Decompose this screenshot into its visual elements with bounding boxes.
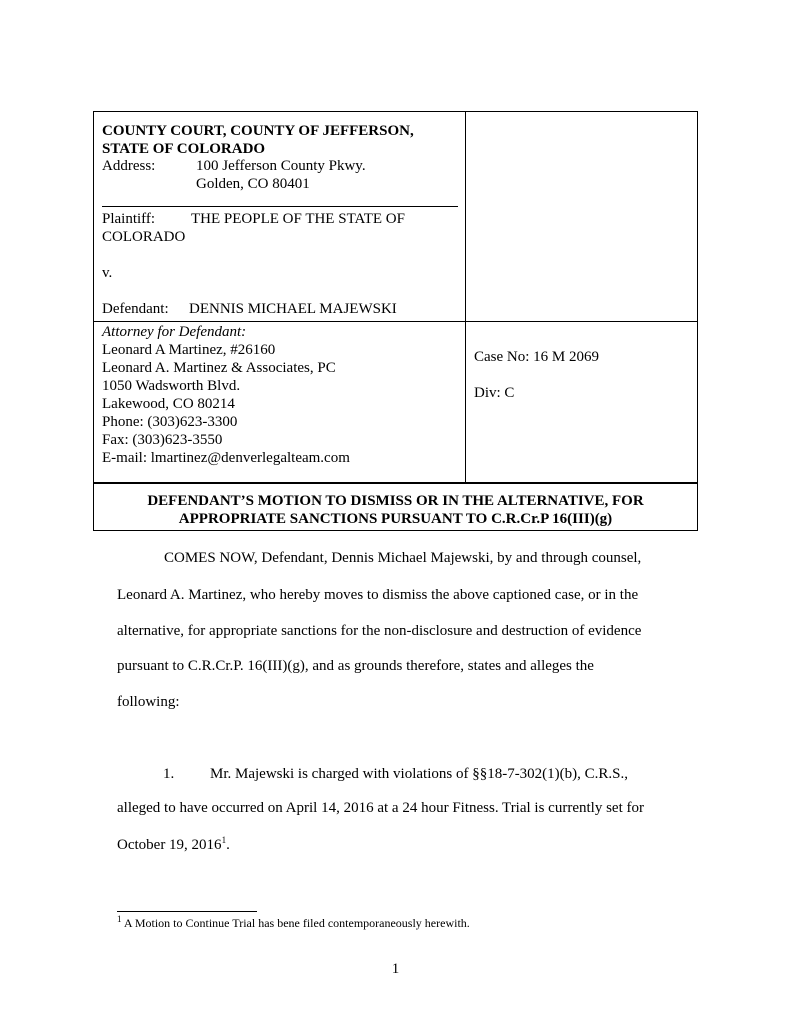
attorney-name: Leonard A Martinez, #26160 <box>102 342 276 358</box>
defendant-block <box>102 300 397 318</box>
address-line-1: 100 Jefferson County Pkwy. <box>196 158 366 174</box>
address-label: Address: <box>102 158 156 174</box>
attorney-street: 1050 Wadsworth Blvd. <box>102 378 241 394</box>
paragraph-1-line-3: October 19, 2016$^1$. <box>117 835 230 853</box>
footnote <box>117 916 470 931</box>
division: Div: C <box>474 385 515 401</box>
court-name: COUNTY COURT, COUNTY OF JEFFERSON, STATE OF COLORADO <box>102 123 414 157</box>
intro-line-1: COMES NOW, Defendant, Dennis Michael Majewski, by and through counsel, <box>164 550 642 566</box>
defendant-name: DENNIS MICHAEL MAJEWSKI <box>189 301 397 317</box>
case-caption <box>93 111 698 531</box>
attorney-city: Lakewood, CO 80214 <box>102 396 235 412</box>
plaintiff-block <box>102 210 458 246</box>
intro-line-5: following: <box>117 694 180 710</box>
plaintiff-name-1: THE PEOPLE OF THE STATE OF <box>191 211 405 227</box>
page-number: 1 <box>391 961 400 977</box>
attorney-email: E-mail: lmartinez@denverlegalteam.com <box>102 450 350 466</box>
intro-line-2: Leonard A. Martinez, who hereby moves to dismiss the above captioned case, or in the <box>117 587 639 603</box>
versus: v. <box>102 265 113 281</box>
caption-divider-2 <box>94 482 697 484</box>
caption-divider-1 <box>94 321 697 322</box>
intro-line-3: alternative, for appropriate sanctions for the non-disclosure and destruction of evidence <box>117 623 642 639</box>
attorney-firm: Leonard A. Martinez & Associates, PC <box>102 360 336 376</box>
plaintiff-label: Plaintiff: <box>102 211 156 227</box>
footnote-text: A Motion to Continue Trial has bene filed contemporaneously herewith. <box>121 916 470 930</box>
footnote-marker: 1 <box>117 914 122 924</box>
footnote-ref[interactable]: 1 <box>221 835 227 845</box>
plaintiff-name-2: COLORADO <box>102 229 186 245</box>
intro-line-4: pursuant to C.R.Cr.P. 16(III)(g), and as grounds therefore, states and alleges the <box>117 658 594 674</box>
paragraph-1-line-2: alleged to have occurred on April 14, 2016 at a 24 hour Fitness. Trial is currently set for <box>117 800 644 816</box>
attorney-block <box>102 323 350 467</box>
address-line-2: Golden, CO 80401 <box>196 176 310 192</box>
caption-vertical-divider <box>465 112 466 482</box>
attorney-phone: Phone: (303)623-3300 <box>102 414 238 430</box>
case-number: Case No: 16 M 2069 <box>474 349 599 365</box>
court-address <box>102 157 366 193</box>
paragraph-1-number: 1. <box>163 766 175 782</box>
footnote-rule <box>117 911 257 912</box>
motion-title: DEFENDANT’S MOTION TO DISMISS OR IN THE ALTERNATIVE, FOR APPROPRIATE SANCTIONS PURSUANT TO C.R.Cr.P 16(III)(g) <box>147 493 644 527</box>
paragraph-1-line-1: 1. Mr. Majewski is charged with violations of §§18-7-302(1)(b), C.R.S., <box>163 766 629 782</box>
address-separator <box>102 206 458 207</box>
attorney-heading: Attorney for Defendant: <box>102 324 247 340</box>
attorney-fax: Fax: (303)623-3550 <box>102 432 223 448</box>
defendant-label: Defendant: <box>102 301 169 317</box>
